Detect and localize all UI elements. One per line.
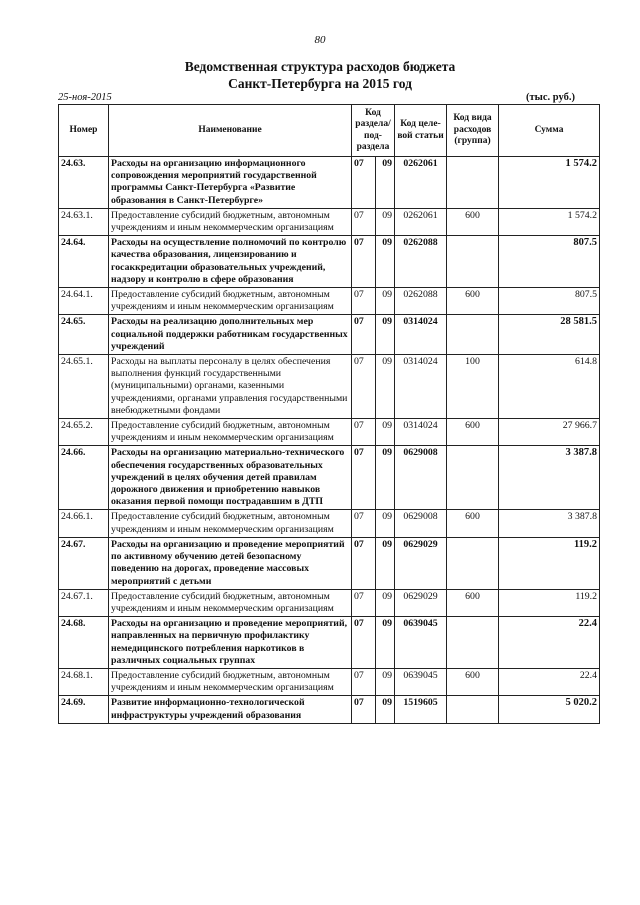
row-number: 24.65.2.	[59, 419, 109, 446]
row-article-code: 0314024	[395, 355, 447, 419]
row-article-code: 0629029	[395, 537, 447, 589]
header-section-code: Код раздела/ под-раздела	[352, 105, 395, 157]
row-section-code: 07	[352, 510, 376, 537]
row-section-code: 07	[352, 355, 376, 419]
table-row	[59, 668, 600, 695]
row-number: 24.65.	[59, 315, 109, 355]
row-subsection-code: 09	[376, 355, 395, 419]
header-article-code: Код целе-вой статьи	[395, 105, 447, 157]
row-article-code: 0639045	[395, 668, 447, 695]
row-sum: 3 387.8	[499, 446, 600, 510]
title-line-2: Санкт-Петербурга на 2015 год	[228, 76, 412, 91]
row-section-code: 07	[352, 208, 376, 235]
table-row	[59, 236, 600, 288]
document-title	[0, 58, 640, 92]
table-row	[59, 537, 600, 589]
row-sum: 5 020.2	[499, 696, 600, 723]
row-subsection-code: 09	[376, 315, 395, 355]
row-sum: 1 574.2	[499, 208, 600, 235]
table-row	[59, 288, 600, 315]
row-subsection-code: 09	[376, 617, 395, 669]
row-number: 24.69.	[59, 696, 109, 723]
row-article-code: 0314024	[395, 419, 447, 446]
row-number: 24.66.1.	[59, 510, 109, 537]
row-article-code: 0262061	[395, 157, 447, 209]
row-name: Предоставление субсидий бюджетным, автономным учреждениям и иным некоммерческим организациям	[109, 419, 352, 446]
table-header-row	[59, 105, 600, 157]
row-number: 24.68.	[59, 617, 109, 669]
row-section-code: 07	[352, 157, 376, 209]
row-name: Предоставление субсидий бюджетным, автономным учреждениям и иным некоммерческим организациям	[109, 668, 352, 695]
row-expense-type-code: 600	[447, 208, 499, 235]
row-expense-type-code: 600	[447, 510, 499, 537]
row-section-code: 07	[352, 315, 376, 355]
row-expense-type-code: 600	[447, 419, 499, 446]
row-article-code: 0314024	[395, 315, 447, 355]
row-name: Расходы на организацию материально-технического обеспечения государственных образовательных учреждений в целях обучения детей правилам дорожного движения и приобретению навыков оказания первой помощи пострадавшим в ДТП	[109, 446, 352, 510]
units-label: (тыс. руб.)	[526, 92, 575, 103]
row-section-code: 07	[352, 419, 376, 446]
row-article-code: 0639045	[395, 617, 447, 669]
row-sum: 119.2	[499, 537, 600, 589]
row-number: 24.66.	[59, 446, 109, 510]
row-article-code: 0629029	[395, 589, 447, 616]
row-section-code: 07	[352, 617, 376, 669]
row-number: 24.67.1.	[59, 589, 109, 616]
row-subsection-code: 09	[376, 589, 395, 616]
table-row	[59, 355, 600, 419]
row-number: 24.65.1.	[59, 355, 109, 419]
row-subsection-code: 09	[376, 419, 395, 446]
row-expense-type-code: 600	[447, 589, 499, 616]
budget-table	[58, 104, 600, 724]
row-name: Расходы на осуществление полномочий по контролю качества образования, лицензированию и госаккредитации образовательных учреждений, надзору и контролю в сфере образования	[109, 236, 352, 288]
row-sum: 22.4	[499, 668, 600, 695]
table-row	[59, 696, 600, 723]
row-sum: 22.4	[499, 617, 600, 669]
row-subsection-code: 09	[376, 157, 395, 209]
row-expense-type-code	[447, 537, 499, 589]
row-sum: 614.8	[499, 355, 600, 419]
row-subsection-code: 09	[376, 668, 395, 695]
row-subsection-code: 09	[376, 537, 395, 589]
row-article-code: 0262088	[395, 288, 447, 315]
row-article-code: 0629008	[395, 510, 447, 537]
table-row	[59, 510, 600, 537]
row-subsection-code: 09	[376, 208, 395, 235]
row-name: Предоставление субсидий бюджетным, автономным учреждениям и иным некоммерческим организациям	[109, 288, 352, 315]
table-row	[59, 446, 600, 510]
row-number: 24.68.1.	[59, 668, 109, 695]
row-expense-type-code: 600	[447, 288, 499, 315]
row-article-code: 0262061	[395, 208, 447, 235]
document-date: 25-ноя-2015	[58, 92, 112, 103]
row-name: Предоставление субсидий бюджетным, автономным учреждениям и иным некоммерческим организациям	[109, 589, 352, 616]
title-line-1: Ведомственная структура расходов бюджета	[184, 59, 456, 74]
table-row	[59, 617, 600, 669]
header-expense-type-code: Код вида расходов (группа)	[447, 105, 499, 157]
row-section-code: 07	[352, 668, 376, 695]
row-name: Развитие информационно-технологической инфраструктуры учреждений образования	[109, 696, 352, 723]
row-article-code: 0262088	[395, 236, 447, 288]
row-expense-type-code	[447, 617, 499, 669]
row-expense-type-code	[447, 446, 499, 510]
table-body	[59, 157, 600, 724]
row-section-code: 07	[352, 537, 376, 589]
row-sum: 807.5	[499, 236, 600, 288]
table-row	[59, 589, 600, 616]
row-name: Расходы на реализацию дополнительных мер социальной поддержки работникам государственных учреждений	[109, 315, 352, 355]
row-section-code: 07	[352, 696, 376, 723]
table-row	[59, 157, 600, 209]
row-name: Расходы на организацию и проведение мероприятий, направленных на первичную профилактику немедицинского потребления наркотиков в различных социальных группах	[109, 617, 352, 669]
row-expense-type-code	[447, 157, 499, 209]
row-section-code: 07	[352, 446, 376, 510]
row-subsection-code: 09	[376, 236, 395, 288]
row-number: 24.63.1.	[59, 208, 109, 235]
row-expense-type-code	[447, 696, 499, 723]
row-expense-type-code	[447, 236, 499, 288]
row-sum: 807.5	[499, 288, 600, 315]
table-row	[59, 315, 600, 355]
row-subsection-code: 09	[376, 696, 395, 723]
row-number: 24.64.	[59, 236, 109, 288]
row-name: Предоставление субсидий бюджетным, автономным учреждениям и иным некоммерческим организациям	[109, 208, 352, 235]
row-sum: 119.2	[499, 589, 600, 616]
row-sum: 3 387.8	[499, 510, 600, 537]
row-name: Расходы на выплаты персоналу в целях обеспечения выполнения функций государственными (муниципальными) органами, казенными учреждениями, органами управления государственными внебюджетными фондами	[109, 355, 352, 419]
page-number: 80	[314, 34, 326, 46]
header-name: Наименование	[109, 105, 352, 157]
row-subsection-code: 09	[376, 446, 395, 510]
row-expense-type-code: 100	[447, 355, 499, 419]
row-number: 24.64.1.	[59, 288, 109, 315]
table-row	[59, 419, 600, 446]
row-section-code: 07	[352, 236, 376, 288]
row-number: 24.63.	[59, 157, 109, 209]
row-article-code: 1519605	[395, 696, 447, 723]
header-number: Номер	[59, 105, 109, 157]
row-number: 24.67.	[59, 537, 109, 589]
row-name: Расходы на организацию и проведение мероприятий по активному обучению детей безопасному поведению на дорогах, проведение массовых мероприятий с детьми	[109, 537, 352, 589]
row-section-code: 07	[352, 288, 376, 315]
row-expense-type-code	[447, 315, 499, 355]
row-article-code: 0629008	[395, 446, 447, 510]
row-sum: 1 574.2	[499, 157, 600, 209]
row-sum: 28 581.5	[499, 315, 600, 355]
row-section-code: 07	[352, 589, 376, 616]
row-name: Предоставление субсидий бюджетным, автономным учреждениям и иным некоммерческим организациям	[109, 510, 352, 537]
row-subsection-code: 09	[376, 288, 395, 315]
row-name: Расходы на организацию информационного сопровождения мероприятий государственной программы Санкт-Петербурга «Развитие образования в Санкт-Петербурге»	[109, 157, 352, 209]
row-subsection-code: 09	[376, 510, 395, 537]
row-sum: 27 966.7	[499, 419, 600, 446]
table-row	[59, 208, 600, 235]
header-sum: Сумма	[499, 105, 600, 157]
row-expense-type-code: 600	[447, 668, 499, 695]
